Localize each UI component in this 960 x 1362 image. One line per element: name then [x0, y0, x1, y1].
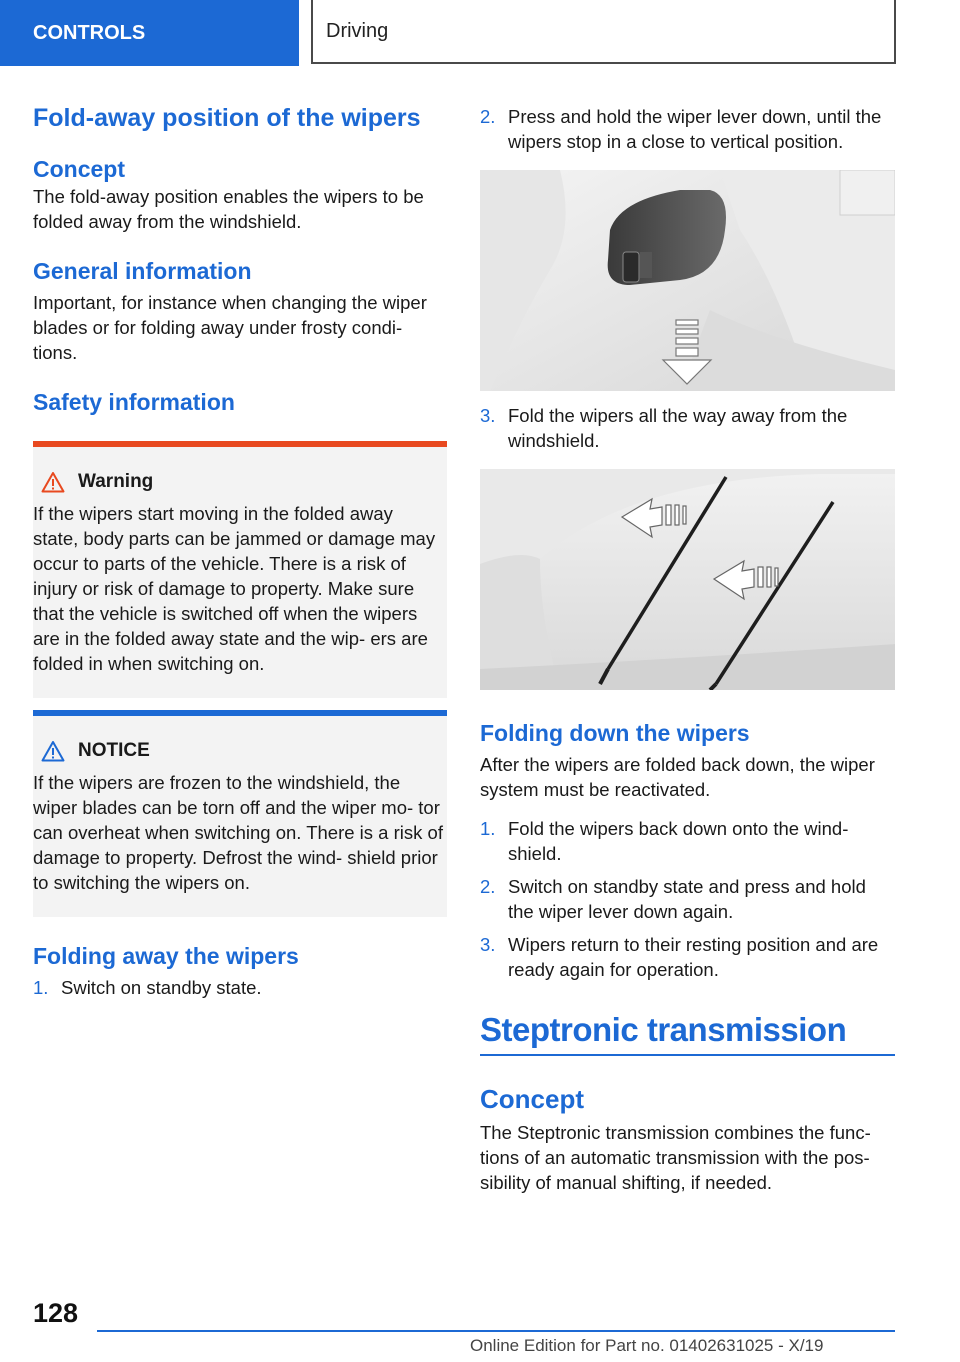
step-text: Fold the wipers back down onto the wind- shield.	[508, 818, 849, 864]
folding-down-text: After the wipers are folded back down, the wiper system must be reactivated.	[480, 754, 875, 800]
heading-rule	[480, 1054, 895, 1056]
notice-text: If the wipers are frozen to the windshield, the wiper blades can be torn off and the wiper mo- tor can overheat when switching on. There is a risk of damage to property. Defrost the wind- shield prior to switching the wipers on.	[33, 772, 443, 893]
list-item	[480, 932, 895, 982]
folding-away-steps	[33, 975, 447, 1000]
step-number: 2.	[480, 876, 496, 897]
wiper-lever-illustration	[480, 170, 895, 391]
chapter-label: Driving	[326, 19, 389, 42]
step-text: Switch on standby state.	[61, 977, 262, 998]
list-item	[480, 104, 895, 154]
general-info-heading: General information	[33, 258, 252, 284]
steptronic-heading: Steptronic transmission	[480, 1011, 847, 1048]
list-item	[480, 816, 895, 866]
notice-title	[33, 738, 443, 764]
step-text: Press and hold the wiper lever down, until the wipers stop in a close to vertical position.	[508, 106, 882, 152]
concept-text: The fold-away position enables the wipers to be folded away from the windshield.	[33, 186, 424, 232]
list-item	[480, 874, 895, 924]
step-number: 2.	[480, 106, 496, 127]
warning-text: If the wipers start moving in the folded away state, body parts can be jammed or damage may occur to parts of the vehicle. There is a risk of injury or risk of damage to property. Make sure that the vehicle is switched off when the wipers are in the folded away state and the wip- ers are folded in when switching on.	[33, 503, 436, 674]
step-number: 1.	[33, 977, 49, 998]
general-info-text: Important, for instance when changing the wiper blades or for folding away under frosty condi- tions.	[33, 292, 427, 363]
concept-heading: Concept	[33, 156, 125, 182]
warning-title	[33, 469, 443, 495]
folding-down-heading: Folding down the wipers	[480, 720, 750, 746]
right-column	[480, 100, 895, 1195]
folding-away-steps-continued-2	[480, 403, 895, 453]
steptronic-concept-heading: Concept	[480, 1084, 584, 1114]
notice-box	[33, 710, 447, 917]
page-number: 128	[33, 1298, 79, 1328]
left-column	[33, 100, 447, 1000]
notice-title-label: NOTICE	[78, 740, 150, 761]
wiper-lever-drawing	[480, 170, 895, 391]
step-number: 1.	[480, 818, 496, 839]
safety-heading: Safety information	[33, 389, 235, 415]
step-number: 3.	[480, 934, 496, 955]
folding-away-steps-continued	[480, 104, 895, 154]
warning-box	[33, 441, 447, 698]
chapter-header	[311, 0, 896, 64]
warning-title-label: Warning	[78, 471, 154, 492]
step-text: Wipers return to their resting position and are ready again for operation.	[508, 934, 879, 980]
folding-away-heading: Folding away the wipers	[33, 943, 299, 969]
footer-edition: Online Edition for Part no. 01402631025 - X/19	[470, 1336, 824, 1355]
warning-triangle-icon	[41, 471, 65, 493]
step-text: Switch on standby state and press and hold the wiper lever down again.	[508, 876, 866, 922]
section-tab	[0, 0, 299, 66]
step-text: Fold the wipers all the way away from the windshield.	[508, 405, 848, 451]
section-label: CONTROLS	[33, 21, 146, 44]
wiper-fold-drawing	[480, 469, 895, 690]
list-item	[33, 975, 447, 1000]
page-title: Fold-away position of the wipers	[33, 104, 421, 132]
footer-rule	[97, 1330, 895, 1332]
steptronic-concept-text: The Steptronic transmission combines the func- tions of an automatic transmission with the pos- sibility of manual shifting, if needed.	[480, 1122, 871, 1193]
step-number: 3.	[480, 405, 496, 426]
wiper-fold-illustration	[480, 469, 895, 690]
folding-down-steps	[480, 816, 895, 982]
notice-triangle-icon	[41, 740, 65, 762]
list-item	[480, 403, 895, 453]
